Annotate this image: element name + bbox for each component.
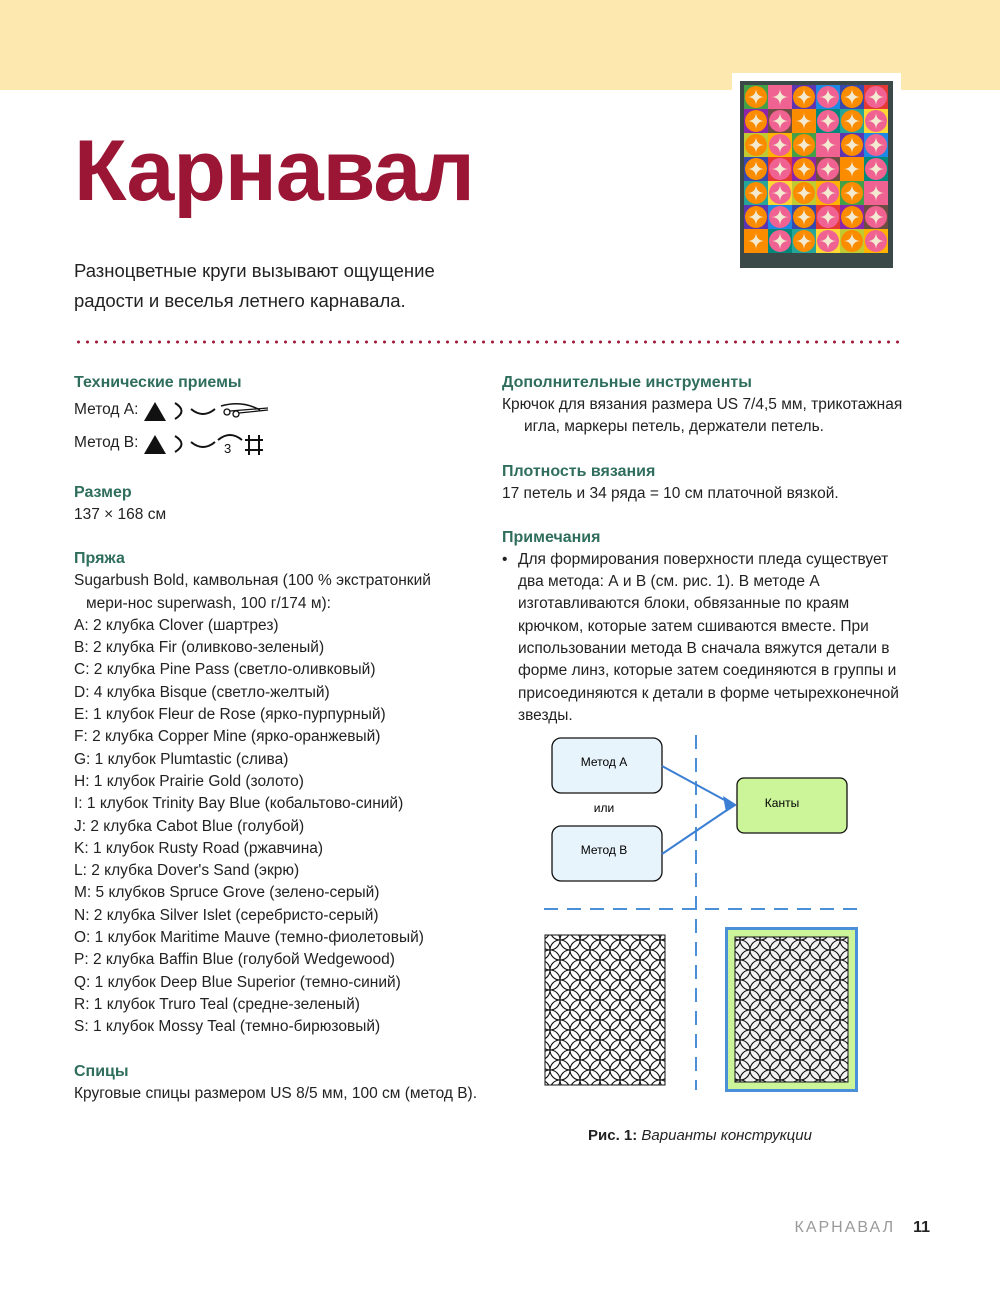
yarn-item: D: 4 клубка Bisque (светло-желтый): [74, 683, 330, 701]
tools-heading: Дополнительные инструменты: [502, 374, 752, 391]
method-b-box-label: Метод В: [580, 843, 628, 857]
yarn-description: Sugarbush Bold, камвольная (100 % экстратонкий мери-нос superwash, 100 г/174 м):: [74, 572, 431, 612]
bullet: •: [502, 550, 508, 568]
left-column: [74, 372, 484, 1105]
caption-text: Варианты конструкции: [641, 1127, 812, 1144]
technique-number: 3: [224, 440, 232, 456]
yarn-item: B: 2 клубка Fir (оливково-зеленый): [74, 639, 325, 657]
figure-caption: [588, 1127, 812, 1144]
needles-value: Круговые спицы размером US 8/5 мм, 100 см (метод В).: [74, 1084, 478, 1102]
notes-list-item: [502, 549, 910, 727]
yarn-heading: Пряжа: [74, 550, 125, 568]
method-b-pattern: [735, 937, 848, 1082]
yarn-item: S: 1 клубок Mossy Teal (темно-бирюзовый): [74, 1018, 381, 1036]
method-a-pattern: [545, 935, 665, 1085]
arrow-head: [723, 796, 737, 812]
gauge-value: 17 петель и 34 ряда = 10 см платочной вязкой.: [502, 484, 839, 502]
page-title: Карнавал: [74, 123, 474, 219]
intro-text: [74, 256, 494, 316]
yarn-item: F: 2 клубка Copper Mine (ярко-оранжевый): [74, 728, 381, 746]
method-b-row: [74, 427, 484, 460]
method-a-technique-icons: [142, 398, 272, 424]
right-column: [502, 372, 910, 727]
dotted-divider: [74, 340, 904, 344]
yarn-item: M: 5 клубков Spruce Grove (зелено-серый): [74, 884, 380, 902]
page-footer: [795, 1219, 930, 1237]
yarn-item: G: 1 клубок Plumtastic (слива): [74, 750, 289, 768]
notes-heading: Примечания: [502, 528, 601, 546]
yarn-item: C: 2 клубка Pine Pass (светло-оливковый): [74, 661, 376, 679]
caption-label: Рис. 1:: [588, 1127, 638, 1144]
yarn-list: [74, 615, 484, 1039]
notes-text: Для формирования поверхности пледа существует два метода: А и В (см. рис. 1). В методе А изготавливаются блоки, обвязанные по краям крючком, которые затем сшиваются вместе. При использовании метода В сначала вяжутся детали в форме линз, которые затем соединяются в группы и присоединяются к детали в форме четырехконечной звезды.: [518, 550, 899, 724]
yarn-item: J: 2 клубка Cabot Blue (голубой): [74, 817, 305, 835]
yarn-item: R: 1 клубок Truro Teal (средне-зеленый): [74, 995, 360, 1013]
or-label: или: [593, 801, 615, 815]
yarn-item: N: 2 клубка Silver Islet (серебристо-серый): [74, 906, 379, 924]
footer-section-title: КАРНАВАЛ: [794, 1219, 896, 1236]
needles-heading: Спицы: [74, 1062, 129, 1080]
yarn-item: H: 1 клубок Prairie Gold (золото): [74, 772, 304, 790]
method-a-row: [74, 394, 484, 427]
yarn-item: A: 2 клубка Clover (шартрез): [74, 616, 279, 634]
yarn-item: Q: 1 клубок Deep Blue Superior (темно-синий): [74, 973, 401, 991]
method-a-label: Метод А:: [74, 401, 139, 419]
yarn-item: I: 1 клубок Trinity Bay Blue (кобальтово-синий): [74, 795, 404, 813]
edging-box-label: Канты: [764, 796, 800, 810]
gauge-heading: Плотность вязания: [502, 462, 656, 480]
quilt-thumbnail: [740, 81, 893, 268]
yarn-item: L: 2 клубка Dover's Sand (экрю): [74, 862, 300, 880]
page-number: 11: [913, 1219, 930, 1236]
method-b-label: Метод В:: [74, 434, 139, 452]
techniques-heading: Технические приемы: [74, 374, 242, 391]
yarn-item: K: 1 клубок Rusty Road (ржавчина): [74, 839, 324, 857]
yarn-item: P: 2 клубка Baffin Blue (голубой Wedgewood): [74, 951, 395, 969]
method-b-technique-icons: [142, 431, 272, 457]
yarn-item: O: 1 клубок Maritime Mauve (темно-фиолетовый): [74, 929, 424, 947]
yarn-item: E: 1 клубок Fleur de Rose (ярко-пурпурный): [74, 706, 386, 724]
size-heading: Размер: [74, 484, 132, 501]
size-value: 137 × 168 см: [74, 506, 167, 523]
construction-diagram: [540, 730, 870, 1100]
intro-line-2: радости и веселья летнего карнавала.: [74, 290, 406, 311]
method-a-box-label: Метод А: [580, 755, 628, 769]
intro-line-1: Разноцветные круги вызывают ощущение: [74, 260, 435, 281]
tools-value: Крючок для вязания размера US 7/4,5 мм, трикотажная игла, маркеры петель, держатели петель.: [502, 396, 903, 436]
